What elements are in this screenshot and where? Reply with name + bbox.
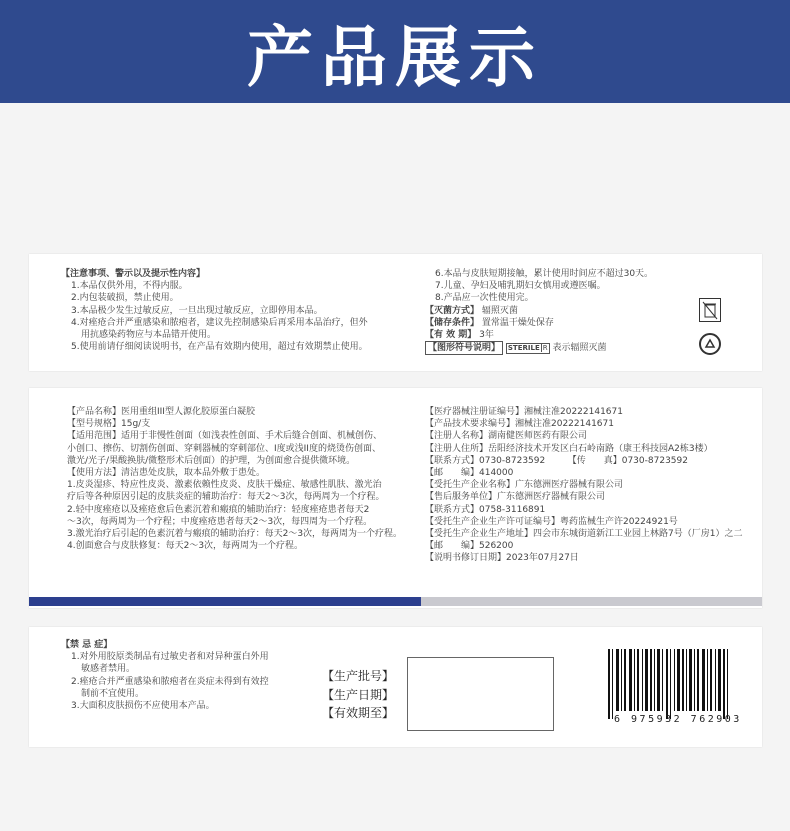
banner-title: 产品展示 (247, 19, 543, 96)
contraindication-heading: 【禁 忌 症】 (61, 640, 113, 650)
product-info-left (67, 406, 402, 552)
info-line: 【受托生产企业生产许可证编号】粤药监械生产许20224921号 (425, 516, 678, 527)
precautions-heading: 【注意事项、警示以及提示性内容】 (61, 269, 206, 279)
precaution-line: 6.本品与皮肤短期接触，累计使用时间应不超过30天。 (435, 269, 654, 279)
storage-row (425, 317, 653, 329)
precaution-line: 1.本品仅供外用，不得内服。 (71, 281, 188, 292)
info-line: 4.创面愈合与皮肤修复：每天2～3次，每两周为一个疗程。 (67, 541, 304, 552)
batch-number-label: 【生产批号】 (322, 669, 395, 683)
precaution-line: 8.产品应一次性使用完。 (435, 293, 534, 304)
sterile-symbol: STERILE R (507, 344, 548, 353)
info-line: 2.轻中度痤疮以及痤疮愈后色素沉着和瘢痕的辅助治疗：轻度痤疮患者每天2 (67, 504, 370, 515)
info-line: 【受托生产企业生产地址】四会市东城街道新江工业园上林路7号（厂房1）之二 (425, 529, 743, 540)
info-line: 【售后服务单位】广东德洲医疗器械有限公司 (425, 492, 606, 503)
info-line: 【使用方法】清洁患处皮肤，取本品外敷于患处。 (67, 468, 266, 479)
info-line: 疗后等各种原因引起的皮肤炎症的辅助治疗：每天2～3次，每两周为一个疗程。 (67, 492, 385, 503)
sterilization-row (425, 305, 653, 317)
contraindication-line: 制前不宜使用。 (81, 688, 145, 699)
contraindication-panel (29, 627, 762, 747)
expiry-date-label: 【有效期至】 (322, 706, 395, 720)
title-banner (0, 0, 790, 103)
batch-labels (322, 667, 394, 723)
batch-info-box (407, 657, 554, 731)
info-line: 【型号规格】15g/支 (67, 419, 151, 430)
precaution-line: 2.内包装破损，禁止使用。 (71, 293, 179, 304)
product-info-right (425, 406, 742, 565)
precautions-right (425, 268, 653, 355)
contraindication-line: 2.痤疮合并严重感染和脓疱者在炎症未得到有效控 (71, 676, 269, 687)
product-info-panel (29, 388, 762, 608)
stripe-gray (421, 597, 762, 606)
recycle-icon (699, 333, 721, 355)
barcode-number: 6 975932 762903 (614, 714, 742, 725)
precautions-panel (29, 254, 762, 371)
symbol-row (425, 341, 653, 355)
info-line: 【邮 编】414000 (425, 468, 514, 479)
kv-value: 表示辐照灭菌 (552, 343, 607, 354)
info-line: 【联系方式】0730-8723592 【传 真】0730-8723592 (425, 455, 688, 466)
info-line: 【医疗器械注册证编号】湘械注准20222141671 (425, 407, 623, 417)
info-line: 1.皮炎湿疹、特应性皮炎、激素依赖性皮炎、皮肤干燥症、敏感性肌肤、激光治 (67, 480, 382, 491)
info-line: 激光/光子/果酸换肤/微整形术后创面）的护理，为创面愈合提供微环境。 (67, 455, 356, 466)
kv-value: 辐照灭菌 (481, 305, 518, 316)
info-line: 小创口、擦伤、切割伤创面、穿刺器械的穿刺部位、I度或浅II度的烧烫伤创面、 (67, 443, 381, 454)
info-line: 【产品技术要求编号】湘械注准20222141671 (425, 419, 614, 430)
stripe-blue (29, 597, 421, 606)
validity-row (425, 329, 653, 341)
precautions-left (61, 268, 368, 353)
contraindication-line: 敏感者禁用。 (81, 664, 136, 675)
precaution-line: 5.使用前请仔细阅读说明书，在产品有效期内使用，超过有效期禁止使用。 (71, 342, 368, 353)
kv-key: 【有 效 期】 (425, 330, 477, 341)
info-line: 【适用范围】适用于非慢性创面（如浅表性创面、手术后缝合创面、机械创伤、 (67, 431, 383, 442)
kv-key: 【灭菌方式】 (425, 305, 480, 316)
info-line: 【联系方式】0758-3116891 (425, 504, 546, 515)
precaution-line: 3.本品极少发生过敏反应，一旦出现过敏反应，立即停用本品。 (71, 305, 323, 316)
kv-value: 3年 (479, 330, 494, 341)
kv-key: 【储存条件】 (425, 317, 480, 328)
kv-value: 置常温干燥处保存 (481, 317, 554, 328)
info-line: 【注册人名称】湖南健医师医药有限公司 (425, 431, 588, 442)
contraindication-line: 1.对外用胶原类制品有过敏史者和对异种蛋白外用 (71, 652, 269, 663)
info-line: 【受托生产企业名称】广东德洲医疗器械有限公司 (425, 480, 624, 491)
contraindication-line: 3.大面积皮肤损伤不应使用本产品。 (71, 701, 215, 712)
kv-key: 【图形符号说明】 (425, 341, 503, 355)
precaution-line: 用抗感染药物应与本品错开使用。 (81, 330, 217, 341)
trash-bin-icon (699, 298, 721, 322)
production-date-label: 【生产日期】 (322, 687, 395, 702)
precaution-line: 4.对痤疮合并严重感染和脓疱者，建议先控制感染后再采用本品治疗，但外 (71, 317, 368, 328)
info-line: 【注册人住所】岳阳经济技术开发区白石岭南路（康王科技园A2栋3楼） (425, 443, 713, 454)
info-line: 【说明书修订日期】2023年07月27日 (425, 553, 579, 564)
info-line: ～3次，每两周为一个疗程；中度痤疮患者每天2～3次，每四周为一个疗程。 (67, 516, 373, 527)
info-line: 【邮 编】526200 (425, 541, 514, 552)
precaution-line: 7.儿童、孕妇及哺乳期妇女慎用或遵医嘱。 (435, 281, 606, 292)
info-line: 【产品名称】医用重组III型人源化胶原蛋白凝胶 (67, 407, 255, 417)
contraindication-text (61, 639, 269, 712)
info-line: 3.激光治疗后引起的色素沉着与瘢痕的辅助治疗：每天2～3次，每两周为一个疗程。 (67, 529, 403, 540)
